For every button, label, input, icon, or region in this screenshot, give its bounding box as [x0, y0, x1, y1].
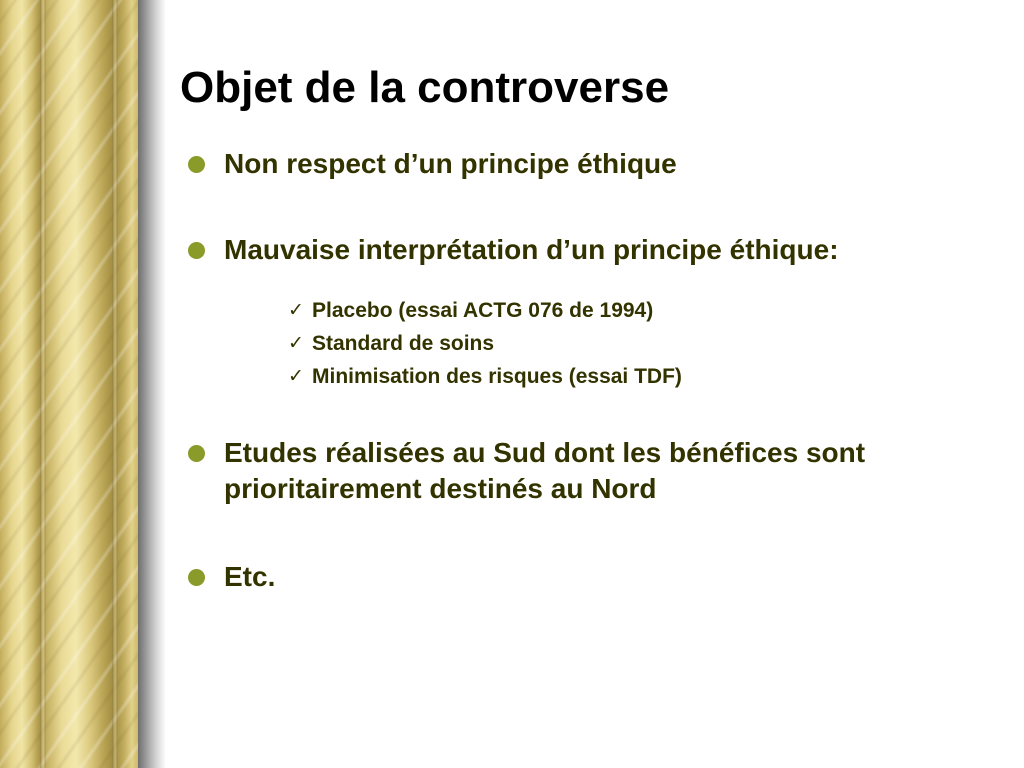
checkmark-icon: ✓ — [288, 299, 304, 321]
bullet-text: Non respect d’un principe éthique — [224, 148, 677, 179]
sub-bullet-item — [288, 327, 984, 360]
bullet-item — [184, 146, 984, 182]
checkmark-icon: ✓ — [288, 332, 304, 354]
bullet-list — [184, 146, 984, 595]
sub-bullet-text: Placebo (essai ACTG 076 de 1994) — [312, 299, 654, 322]
sub-bullet-list — [184, 294, 984, 393]
bullet-item — [184, 232, 984, 268]
sub-bullet-item — [288, 360, 984, 393]
bullet-item — [184, 559, 984, 595]
circle-bullet-icon — [188, 242, 205, 259]
gold-band-fold — [40, 0, 46, 768]
slide-title: Objet de la controverse — [180, 63, 670, 112]
circle-bullet-icon — [188, 445, 205, 462]
sub-bullet-item — [288, 294, 984, 327]
sub-bullet-text: Minimisation des risques (essai TDF) — [312, 365, 682, 388]
bullet-text: Etc. — [224, 561, 276, 592]
bullet-text: Etudes réalisées au Sud dont les bénéfices sont prioritairement destinés au Nord — [224, 437, 866, 504]
checkmark-icon: ✓ — [288, 365, 304, 387]
decorative-shadow-band — [138, 0, 166, 768]
circle-bullet-icon — [188, 569, 205, 586]
bullet-item — [184, 435, 984, 507]
sub-bullet-group — [184, 294, 984, 393]
circle-bullet-icon — [188, 156, 205, 173]
sub-bullet-text: Standard de soins — [312, 332, 495, 355]
decorative-gold-band — [0, 0, 138, 768]
bullet-text: Mauvaise interprétation d’un principe éthique: — [224, 234, 839, 265]
gold-band-fold — [112, 0, 118, 768]
